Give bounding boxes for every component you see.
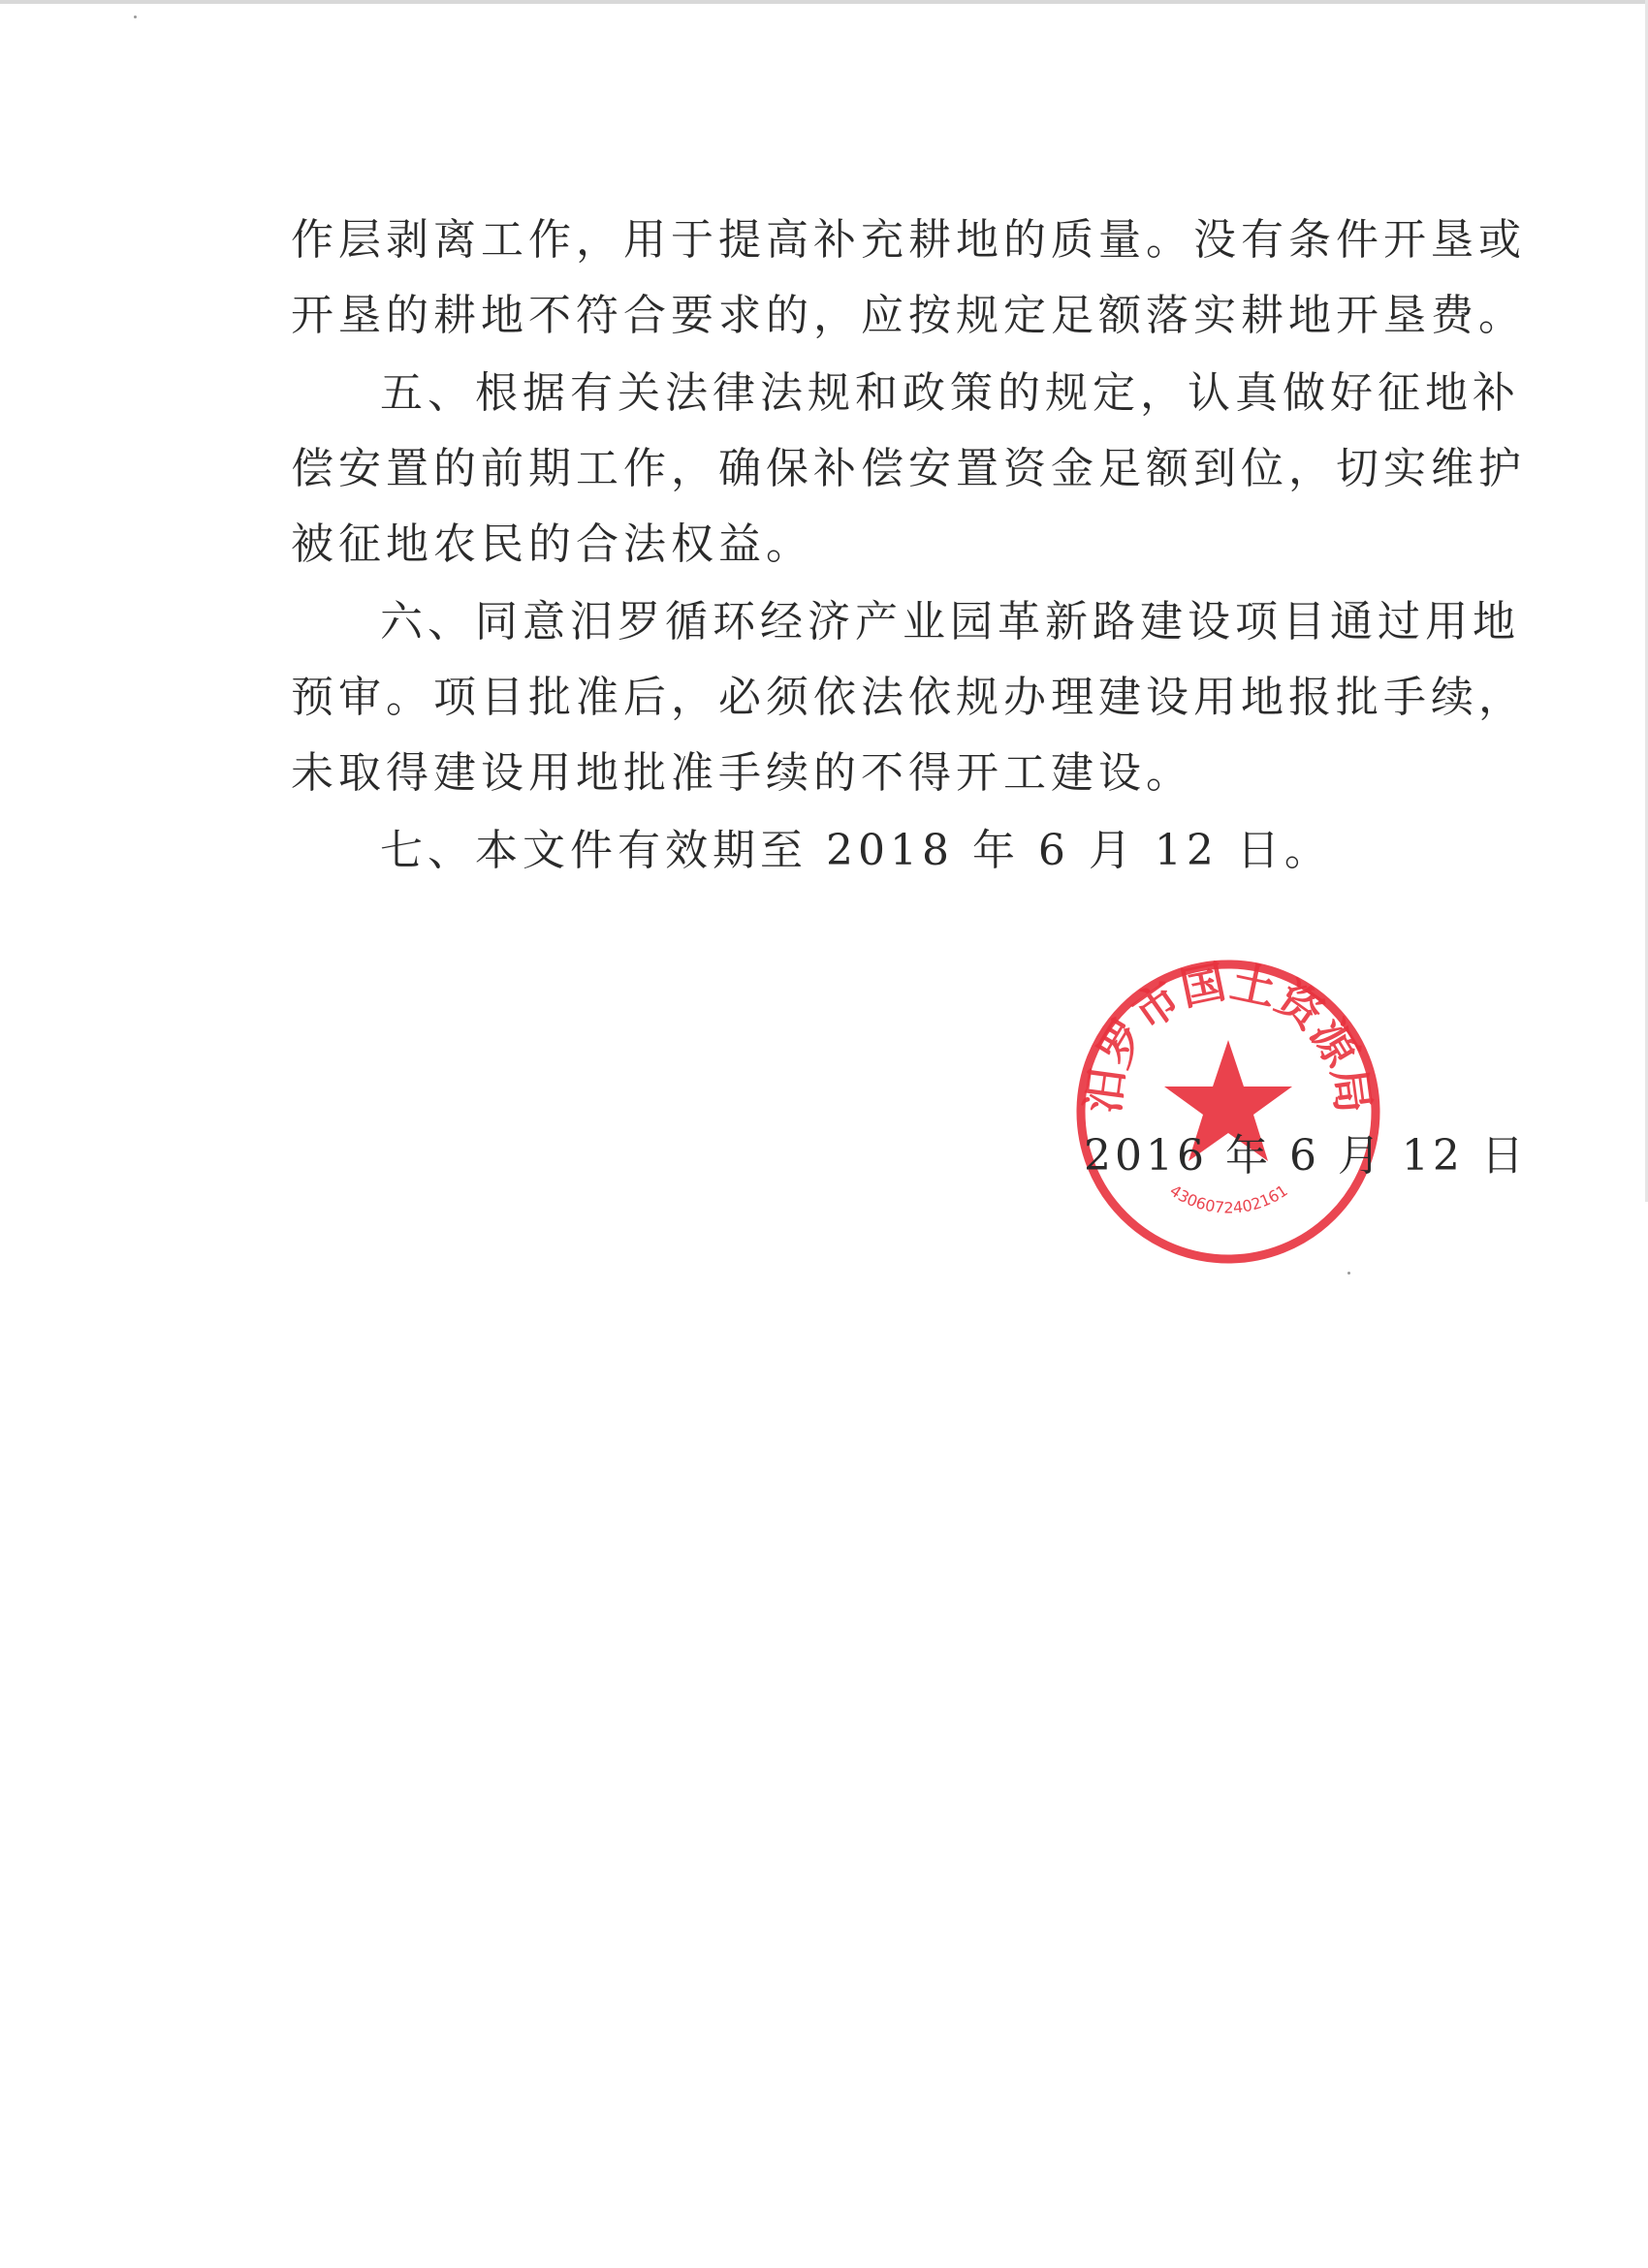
signature-date: 2016 年 6 月 12 日 bbox=[1084, 1131, 1528, 1181]
seal-code-text: 4306072402161 bbox=[1166, 1181, 1291, 1217]
body-line: 预审。项目批准后，必须依法依规办理建设用地报批手续， bbox=[291, 673, 1526, 722]
scan-speck bbox=[134, 16, 137, 18]
seal-arc-text: 汨罗市国土资源局 bbox=[1076, 955, 1380, 1117]
seal-graphic bbox=[1071, 955, 1386, 1270]
body-line: 偿安置的前期工作，确保补偿安置资金足额到位，切实维护 bbox=[291, 444, 1526, 493]
body-line: 被征地农民的合法权益。 bbox=[291, 520, 813, 569]
body-line: 作层剥离工作，用于提高补充耕地的质量。没有条件开垦或 bbox=[291, 215, 1526, 265]
paragraph-five-line: 五、根据有关法律法规和政策的规定，认真做好征地补 bbox=[380, 368, 1520, 418]
official-seal bbox=[1071, 955, 1386, 1270]
paragraph-six-line: 六、同意汨罗循环经济产业园革新路建设项目通过用地 bbox=[380, 597, 1520, 646]
scan-edge-top bbox=[0, 0, 1648, 4]
paragraph-seven-line: 七、本文件有效期至 2018 年 6 月 12 日。 bbox=[380, 826, 1332, 875]
scan-speck bbox=[1347, 1272, 1350, 1275]
body-line: 未取得建设用地批准手续的不得开工建设。 bbox=[291, 748, 1193, 798]
body-line: 开垦的耕地不符合要求的，应按规定足额落实耕地开垦费。 bbox=[291, 291, 1526, 340]
